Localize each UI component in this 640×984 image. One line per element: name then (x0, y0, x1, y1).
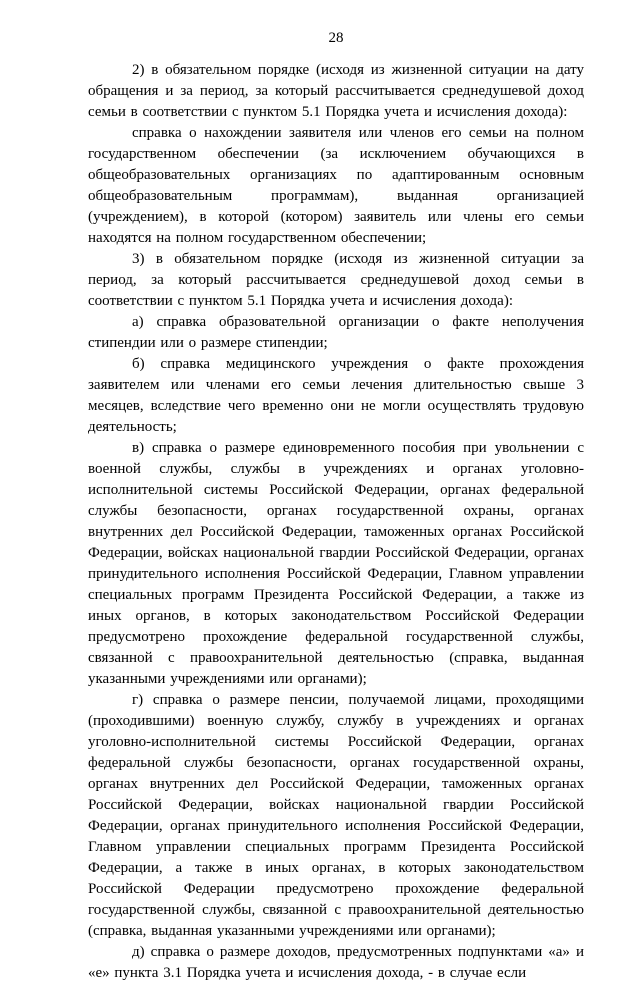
paragraph-subitem-a: а) справка образовательной организации о факте неполучения стипендии или о размере стипендии; (88, 314, 584, 351)
document-body (88, 60, 584, 984)
paragraph-subitem-b: б) справка медицинского учреждения о факте прохождения заявителем или членами его семьи лечения длительностью свыше 3 месяцев, вследствие чего временно они не могли осуществлять трудовую деятельность; (88, 356, 584, 435)
paragraph-subitem-g: г) справка о размере пенсии, получаемой лицами, проходящими (проходившими) военную службу, службу в учреждениях и органах уголовно-исполнительной системы Российской Федерации, органах федеральной службы безопасности, органах государственной охраны, органах внутренних дел Российской Федерации, таможенных органах Российской Федерации, войсках национальной гвардии Российской Федерации, органах принудительного исполнения Российской Федерации, Главном управлении специальных программ Президента Российской Федерации, а также в иных органах, в которых законодательством Российской Федерации предусмотрено прохождение федеральной государственной службы, связанной с правоохранительной деятельностью (справка, выданная указанными учреждениями или органами); (88, 692, 584, 939)
paragraph-subitem-d: д) справка о размере доходов, предусмотренных подпунктами «а» и «е» пункта 3.1 Порядка учета и исчисления дохода, - в случае если (88, 944, 584, 981)
paragraph-item-2: 2) в обязательном порядке (исходя из жизненной ситуации на дату обращения и за период, за который рассчитывается среднедушевой доход семьи в соответствии с пунктом 5.1 Порядка учета и исчисления дохода): (88, 62, 584, 120)
paragraph-spravka-obespechenie: справка о нахождении заявителя или членов его семьи на полном государственном обеспечении (за исключением обучающихся в общеобразовательных организациях по адаптированным основным общеобразовательным программам), выданная организацией (учреждением), в которой (котором) заявитель или члены его семьи находятся на полном государственном обеспечении; (88, 125, 584, 246)
page-number: 28 (328, 30, 344, 46)
paragraph-subitem-v: в) справка о размере единовременного пособия при увольнении с военной службы, службы в учреждениях и органах уголовно-исполнительной системы Российской Федерации, органах федеральной службы безопасности, органах государственной охраны, органах внутренних дел Российской Федерации, таможенных органах Российской Федерации, войсках национальной гвардии Российской Федерации, органах принудительного исполнения Российской Федерации, Главном управлении специальных программ Президента Российской Федерации, а также из иных органов, в которых законодательством Российской Федерации предусмотрено прохождение федеральной государственной службы, связанной с правоохранительной деятельностью (справка, выданная указанными учреждениями или органами); (88, 440, 584, 687)
paragraph-item-3: 3) в обязательном порядке (исходя из жизненной ситуации за период, за который рассчитывается среднедушевой доход семьи в соответствии с пунктом 5.1 Порядка учета и исчисления дохода): (88, 251, 584, 309)
